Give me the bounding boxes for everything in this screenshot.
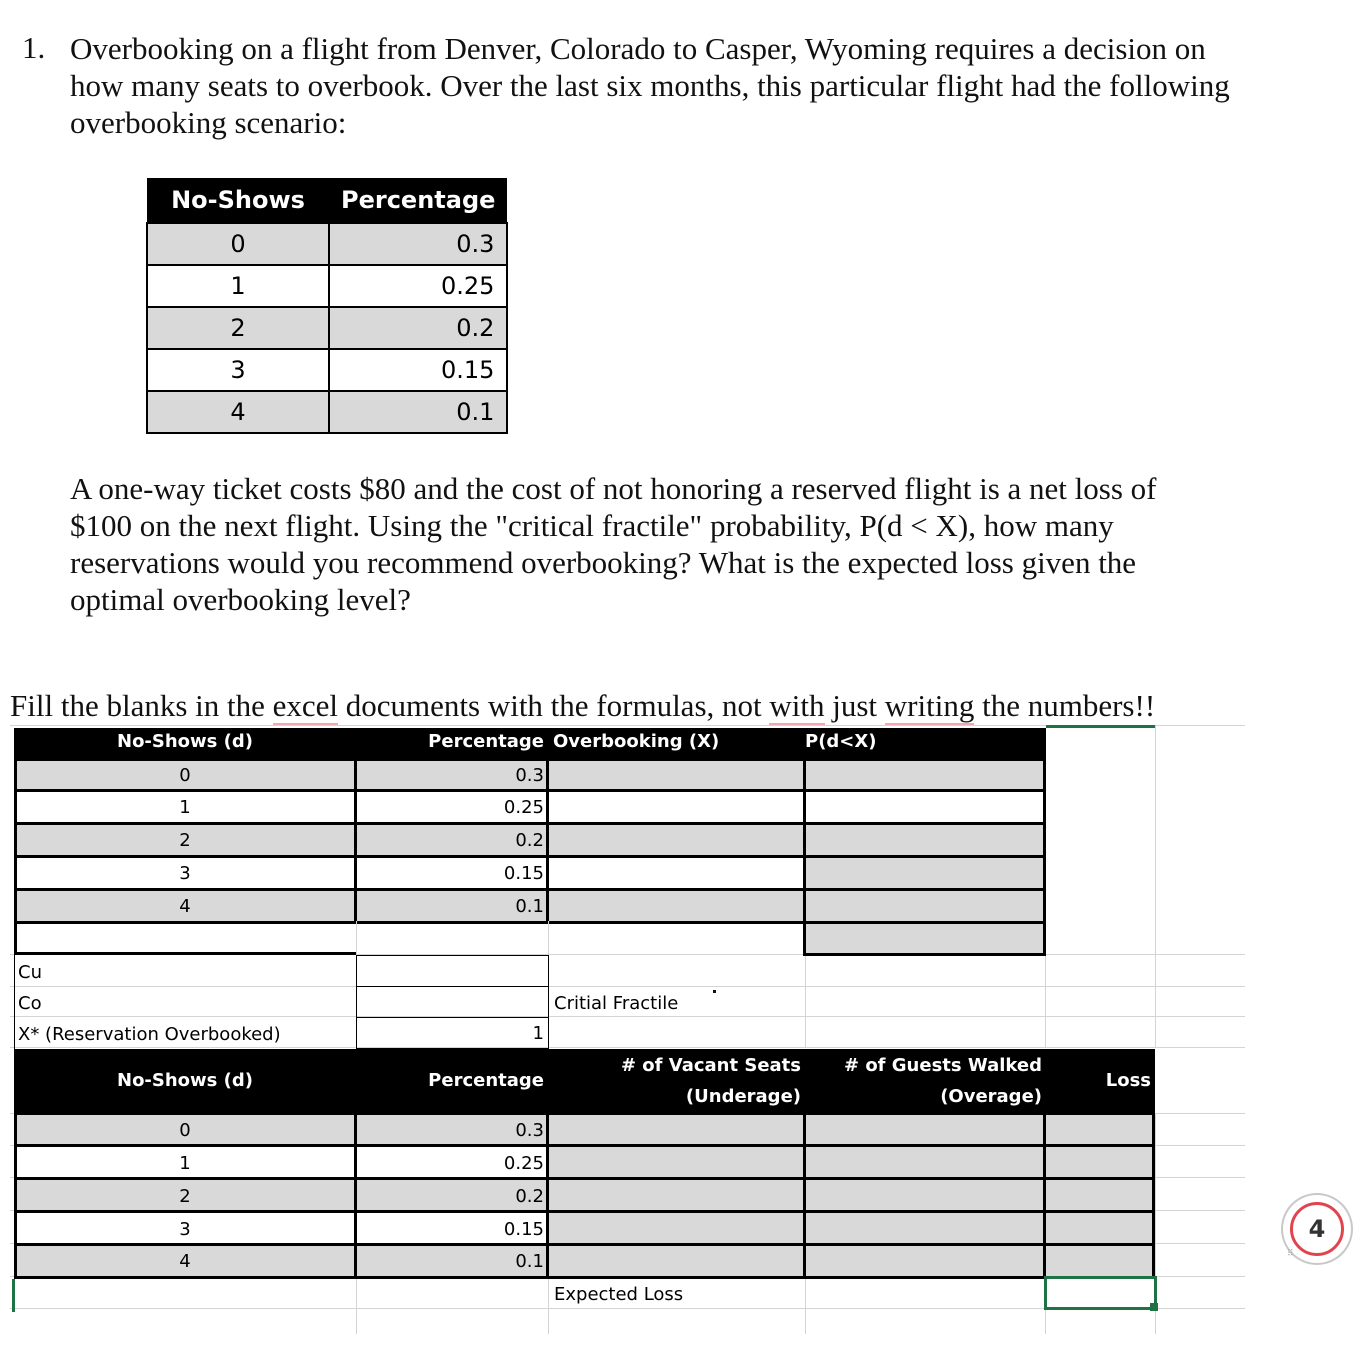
percentage-cell: 0.25 — [329, 265, 507, 307]
instruction-part: the numbers!! — [974, 688, 1156, 723]
gridline — [10, 1016, 1245, 1017]
x-star-label: X* (Reservation Overbooked) — [18, 1024, 281, 1045]
spreadsheet-cell[interactable] — [803, 855, 1046, 891]
spreadsheet-cell[interactable] — [1043, 1243, 1155, 1279]
spreadsheet-cell[interactable] — [803, 1112, 1046, 1147]
spreadsheet-cell[interactable] — [546, 855, 806, 891]
percentage-cell: 0.3 — [329, 223, 507, 265]
question-intro: Overbooking on a flight from Denver, Colorado to Casper, Wyoming requires a decision on how many seats to overbook. Over the last six months, this particular flight had the following overbooking scenario: — [70, 31, 1230, 140]
spreadsheet-cell[interactable] — [803, 1177, 1046, 1213]
no-shows-value: 2 — [179, 830, 191, 851]
percentage-value: 0.2 — [515, 1186, 544, 1207]
cell-highlight — [1046, 725, 1155, 728]
no-shows-value: 2 — [179, 1186, 191, 1207]
spreadsheet-cell[interactable] — [1043, 1177, 1155, 1213]
spreadsheet-cell[interactable] — [803, 1210, 1046, 1246]
percentage-cell: 0.1 — [329, 391, 507, 433]
no-shows-cell: 0 — [147, 223, 329, 265]
gridline — [356, 921, 357, 955]
header-vacant-seats: # of Vacant Seats — [620, 1055, 801, 1076]
percentage-value: 0.3 — [515, 765, 544, 786]
table-row — [147, 223, 507, 265]
instruction-line — [10, 688, 1155, 724]
spreadsheet-cell[interactable] — [546, 1177, 806, 1213]
border-line — [14, 955, 15, 1049]
question-number: 1. — [22, 30, 46, 65]
spellcheck-word: writing — [885, 688, 975, 726]
spreadsheet-cell[interactable] — [803, 1243, 1046, 1279]
co-input-cell[interactable] — [356, 986, 549, 1018]
cu-input-cell[interactable] — [356, 955, 549, 987]
percentage-value: 0.15 — [503, 863, 544, 884]
percentage-value: 0.15 — [503, 1219, 544, 1240]
spreadsheet-cell[interactable] — [1043, 1144, 1155, 1180]
critical-fractile-label: Critial Fractile — [554, 993, 679, 1014]
spreadsheet-cell[interactable] — [803, 789, 1046, 825]
spreadsheet-cell[interactable] — [1043, 1210, 1155, 1246]
instruction-part: documents with the formulas, not — [338, 688, 770, 723]
gridline — [10, 986, 1245, 987]
question-text: A one-way ticket costs $80 and the cost of not honoring a reserved flight is a net loss of $100 on the next flight. Using the "critical fractile" probability, P(d < X), how many reservations would you recommend overbooking? What is the expected loss given the optimal overbooking level? — [70, 471, 1157, 617]
scenario-table — [146, 178, 508, 434]
stray-dot — [713, 990, 716, 993]
percentage-value: 0.25 — [503, 797, 544, 818]
no-shows-value: 1 — [179, 1153, 191, 1174]
gridline — [805, 1276, 806, 1334]
table-row — [147, 265, 507, 307]
no-shows-value: 3 — [179, 1219, 191, 1240]
header-underage: (Underage) — [685, 1086, 801, 1107]
percentage-cell: 0.15 — [329, 349, 507, 391]
spreadsheet-cell[interactable] — [546, 789, 806, 825]
spreadsheet-cell[interactable] — [546, 1243, 806, 1279]
percentage-value: 0.3 — [515, 1120, 544, 1141]
table-row — [147, 307, 507, 349]
cu-label: Cu — [18, 962, 42, 983]
percentage-cell: 0.2 — [329, 307, 507, 349]
spreadsheet-cell[interactable] — [803, 888, 1046, 924]
selection-edge — [12, 1279, 15, 1312]
gridline — [1045, 954, 1046, 1048]
spreadsheet-cell[interactable] — [546, 822, 806, 858]
spreadsheet-cell[interactable] — [546, 1144, 806, 1180]
gridline — [1155, 725, 1156, 1048]
header-guests-walked: # of Guests Walked — [843, 1055, 1042, 1076]
no-shows-value: 4 — [179, 896, 191, 917]
header-p-d-lt-x: P(d<X) — [805, 731, 877, 752]
x-star-value[interactable]: 1 — [356, 1017, 549, 1049]
spreadsheet-cell[interactable] — [1043, 1112, 1155, 1147]
spreadsheet-cell[interactable] — [803, 1144, 1046, 1180]
no-shows-value: 0 — [179, 1120, 191, 1141]
gridline — [356, 1276, 357, 1334]
header-loss: Loss — [1105, 1070, 1151, 1091]
no-shows-value: 0 — [179, 765, 191, 786]
no-shows-cell: 1 — [147, 265, 329, 307]
header-no-shows-d: No-Shows (d) — [117, 1070, 253, 1091]
header-percentage: Percentage — [428, 1070, 544, 1091]
grip-icon[interactable]: ⠿ — [1287, 1249, 1294, 1259]
no-shows-cell: 4 — [147, 391, 329, 433]
spreadsheet-cell[interactable] — [546, 1112, 806, 1147]
table-row — [147, 391, 507, 433]
co-label: Co — [18, 993, 42, 1014]
spreadsheet-cell[interactable] — [14, 921, 357, 955]
percentage-value: 0.1 — [515, 1251, 544, 1272]
fill-handle[interactable] — [1150, 1303, 1158, 1311]
header-overbooking-x: Overbooking (X) — [553, 731, 720, 752]
spellcheck-word: excel — [273, 688, 338, 726]
expected-loss-cell[interactable] — [1044, 1276, 1157, 1310]
no-shows-value: 1 — [179, 797, 191, 818]
percentage-value: 0.25 — [503, 1153, 544, 1174]
spellcheck-word: with — [769, 688, 824, 726]
header-percentage: Percentage — [329, 178, 507, 223]
expected-loss-label: Expected Loss — [554, 1284, 684, 1305]
instruction-part: just — [824, 688, 885, 723]
spreadsheet-cell[interactable] — [803, 822, 1046, 858]
header-percentage: Percentage — [428, 731, 544, 752]
no-shows-value: 4 — [179, 1251, 191, 1272]
spreadsheet-cell[interactable] — [546, 1210, 806, 1246]
instruction-part: Fill the blanks in the — [10, 688, 273, 723]
no-shows-cell: 3 — [147, 349, 329, 391]
gridline — [805, 954, 806, 1048]
spreadsheet-cell[interactable] — [546, 888, 806, 924]
badge-count: 4 — [1290, 1202, 1344, 1256]
no-shows-cell: 2 — [147, 307, 329, 349]
gridline — [548, 1276, 549, 1334]
gridline — [10, 1047, 1245, 1048]
percentage-value: 0.2 — [515, 830, 544, 851]
header-no-shows: No-Shows — [147, 178, 329, 223]
table-row — [147, 349, 507, 391]
spreadsheet-cell[interactable] — [546, 758, 806, 792]
gridline — [548, 921, 549, 955]
no-shows-value: 3 — [179, 863, 191, 884]
percentage-value: 0.1 — [515, 896, 544, 917]
header-no-shows-d: No-Shows (d) — [117, 731, 253, 752]
spreadsheet-cell[interactable] — [803, 921, 1046, 956]
spreadsheet-cell[interactable] — [803, 758, 1046, 792]
header-overage: (Overage) — [940, 1086, 1042, 1107]
